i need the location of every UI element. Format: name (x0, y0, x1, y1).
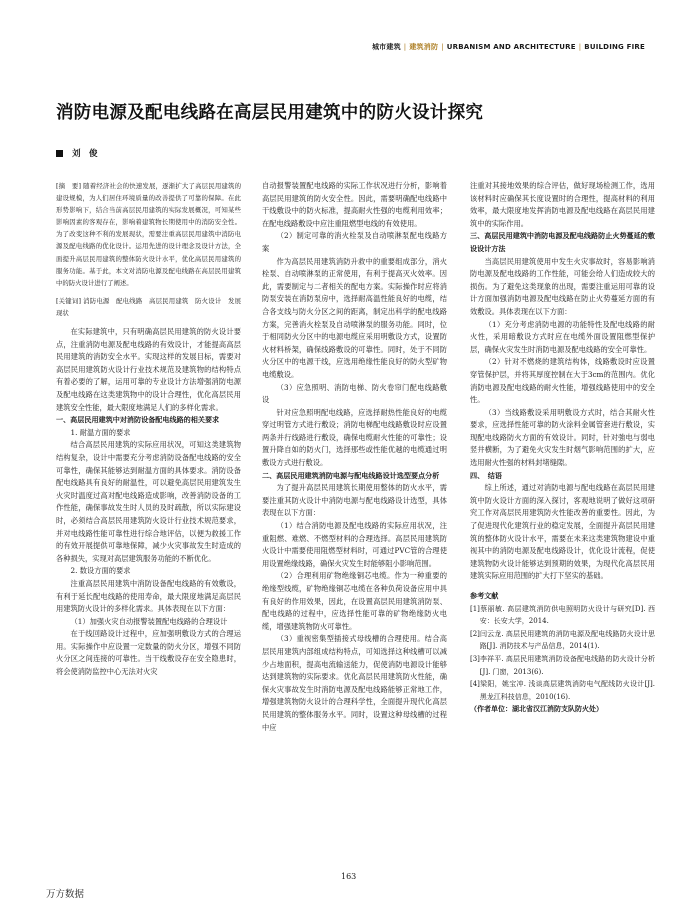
paragraph: （3）重视密集型插接式母线槽的合理使用。结合高层民用建筑内部组成结构特点，可知选择这种线槽可以减少占地面积，提高电流输送能力，促使消防电源设计能够达到建筑物的实际要求。优化高层民用建筑防火性能，确保火灾事故发生时消防电源及配电线路能够正常地工作，增强建筑物防火设计的合理科学性，全面提升现代化高层民用建筑的整体服务水平。同时，设置这种母线槽的过程中应 (262, 634, 447, 732)
header-section: 建筑消防 (409, 43, 439, 51)
reference-item: [2]闫云龙. 高层民用建筑的消防电源及配电线路防火设计思路[J]. 消防技术与产品信息，2014(1). (470, 629, 655, 651)
paragraph: 作为高层民用建筑消防升救中的重要组成部分，消火栓泵、自动喷淋泵的正常使用，有利于提高灭火效率。因此，需要制定与二者相关的配电方案。实际操作时应将消防泵安装在消防泵房中，选择耐高温性能良好的电缆，结合各支线与防火分区之间的距离，制定出科学的配电线路方案，完善消火栓泵及自动喷淋泵的服务功能。同时，位于相同防火分区中的电源电缆应采用明敷设方式，设置防火材料桥架，确保线路敷设的可靠性。同时，处于不同防火分区中的电源干线，应选用绝缘性能良好的防火型矿物电缆敷设。 (262, 256, 447, 379)
author-unit: （作者单位：湖北省汉江消防支队防火处） (470, 705, 603, 714)
paragraph: 为了提升高层民用建筑长期使用整体的防火水平，需要注重其防火设计中消防电源与配电线路设计选型，具体表现在以下方面： (262, 483, 447, 518)
header-category: 城市建筑 (371, 43, 401, 51)
author-line (56, 147, 98, 159)
paragraph: 在于线回路设计过程中，应加强明敷设方式的合理运用。实际操作中应设置一定数量的防火分区，增强不同防火分区之间连接的可靠性。当干线敷设存在安全隐患时，将会使消防监控中心无法对火灾 (56, 629, 241, 677)
paragraph: 1. 耐温方面的要求 (70, 427, 131, 437)
text-column-3 (470, 180, 655, 716)
text-column-2 (262, 180, 447, 734)
section-heading: 一、高层民用建筑中对消防设备配电线路的相关要求 (56, 415, 220, 425)
paragraph: 结合高层民用建筑的实际应用状况，可知这类建筑物结构复杂，设计中需要充分考虑消防设备配电线路的安全可靠性，确保其能够达到耐温方面的具体要求。消防设备配电线路具有良好的耐温性，可以避免高层民用建筑发生火灾时温度过高对配电线路造成影响，改善消防设备的工作性能，确保事故发生时人员的及时疏散，所以实际建设时，必须结合高层民用建筑防火设计行业技术规范要求，并对电线路性能可靠性进行综合地评估，以便为救援工作的有效开展提供可靠地保障，减少火灾事故发生时造成的各种损失，实现对高层建筑服务功能的不断优化。 (56, 440, 241, 563)
header-english-category: URBANISM AND ARCHITECTURE (446, 43, 576, 51)
references-heading: 参考文献 (470, 591, 499, 600)
paragraph: 注重高层民用建筑中消防设备配电线路的有效敷设，有利于延长配电线路的使用寿命，最大限度地满足高层民用建筑防火设计的多样化需求。具体表现在以下方面： (56, 578, 241, 614)
text-column-1 (56, 180, 241, 679)
section-heading: 三、高层民用建筑中消防电源及配电线路防止火势蔓延的敷设设计方法 (470, 231, 655, 253)
paragraph: 综上所述，通过对消防电源与配电线路在高层民用建筑中防火设计方面的深入探讨，客观地说明了做好这项研究工作对高层民用建筑防火性能改善的重要性。因此，为了促进现代化建筑行业的稳定发展，全面提升高层民用建筑的整体防火设计水平，需要在未来这类建筑物建设中重视其中的消防电源及配电线路设计，优化设计流程，促使建筑物防火设计能够达到预期的效果，为现代化高层民用建筑实际应用范围的扩大打下坚实的基础。 (470, 483, 655, 581)
paragraph: 自动报警装置配电线路的实际工作状况进行分析，影响着高层民用建筑的防火安全性。因此，需要明确配电线路中干线敷设中的防火标准，提高耐火性强的电缆利用效率；在配电线路敷设中应注重阻燃型电线的有效使用。 (262, 181, 447, 228)
paragraph: （2）制定可靠的消火栓泵及自动喷淋泵配电线路方案 (262, 231, 447, 253)
paragraph: （3）当线路敷设采用明敷设方式时，结合其耐火性要求，应选择性能可靠的防火涂料金属管套进行敷设，实现配电线路防火方面的有效设计。同时，针对強电与弱电竖井横断，为了避免火灾发生时烟气影响范围的扩大，应选用耐火性强的材料封堵缝隙。 (470, 407, 655, 468)
paragraph: （2）合理利用矿物绝缘铜芯电缆。作为一种重要的绝缘型线缆，矿物绝缘铜芯电缆在各种负荷设备应用中具有良好的作用效果，因此，在设置高层民用建筑消防泵、配电线路的过程中，应选择性能可靠的矿物绝缘防火电缆，增强建筑物防火可靠性。 (262, 571, 447, 631)
header-separator: | (403, 43, 407, 51)
page-number: 163 (341, 872, 357, 881)
section-heading: 四、 结语 (470, 470, 502, 480)
paragraph: 注重对其接地效果的综合评估，做好现场检测工作，选用该材料时应确保其长度设置时的合理性，提高材料的利用效率，最大限度地发挥消防电源及配电线路在高层民用建筑中的实际作用。 (470, 181, 655, 228)
reference-item: [1]蔡丽敏. 高层建筑消防供电照明防火设计与研究[D]. 西安：长安大学，2014. (470, 604, 655, 626)
paragraph: [摘 要] 随着经济社会的快速发展，逐渐扩大了高层民用建筑的建设规模，为人们居住环境质量的改善提供了可靠的保障。在此形势影响下，结合当前高层民用建筑的实际发展概况，可知某些影响因素的客观存在，影响着建筑物长期使用中的消防安全性。为了改变这种不利的发展现状，需要注重高层民用建筑中消防电源及配电线路的优化设计。运用先进的设计理念及设计方法，全面提升高层民用建筑的整体防火设计水平，优化高层民用建筑的服务功能。基于此，本文对消防电源及配电线路在高层民用建筑中的防火设计进行了阐述。 (56, 182, 241, 287)
running-header (372, 42, 645, 52)
square-bullet-icon (56, 150, 63, 157)
paragraph: （3）应急照明、消防电梯、防火卷帘门配电线路敷设 (262, 382, 447, 405)
section-heading: 二、高层民用建筑消防电源与配电线路设计选型要点分析 (262, 470, 440, 480)
header-separator: | (578, 43, 582, 51)
paragraph: 2. 数设方面的要求 (70, 566, 131, 576)
paragraph: 当高层民用建筑使用中发生火灾事故时，容易影响消防电源及配电线路的工作性能，可能会给人们造成较大的损伤。为了避免这类现象的出现，需要注重运用可靠的设计方面加强消防电源及配电线路在防止火势蔓延方面的有效敷设。具体表现在以下方面： (470, 256, 655, 316)
paragraph: （2）针对不燃烧的建筑结构体，线路敷设时应设置穿管保护层，并将其厚度控制在大于3cm的范围内。优化消防电源及配电线路的耐火性能，增强线路使用中的安全性。 (470, 357, 655, 405)
paragraph: （1）加强火灾自动报警装置配电线路的合理设计 (70, 616, 228, 626)
paragraph: [关键词] 消防电源 配电线路 高层民用建筑 防火设计 发展现状 (56, 296, 241, 317)
paragraph: 在实际建筑中，只有明确高层民用建筑的防火设计要点，注重消防电源及配电线路的有效设计，才能提高高层民用建筑的消防安全水平。实现这样的发展目标，需要对高层民用建筑防火设计行业技术规范及建筑物的结构特点有着必要的了解，运用可靠的专业设计方法增强消防电源及配电线路在这类建筑物中的设计合理性，优化高层民用建筑安全性能，最大限度地满足人们的多样化需求。 (56, 327, 241, 412)
article-title: 消防电源及配电线路在高层民用建筑中的防火设计探究 (56, 103, 484, 123)
header-separator: | (441, 43, 444, 51)
footer-watermark: 万方数据 (46, 889, 85, 900)
paragraph: （1）充分考虑消防电源的功能特性及配电线路的耐火性，采用暗敷设方式时应在电缆外面设置阻燃型保护层，确保火灾发生时消防电源及配电线路的安全可靠性。 (470, 319, 655, 354)
paragraph: 针对应急照明配电线路，应选择耐热性能良好的电缆穿过明管方式进行敷设；消防电梯配电线路敷设时应设置两条并行线路进行敷设，确保电缆耐火性能的可靠性；设置升降自如的防火门，选择那些或性能优越的电缆通过明敷设方式进行敷设。 (262, 407, 447, 468)
reference-item: [3]李祥平. 高层民用建筑消防设备配电线路的防火设计分析[J]. 门窗，2013(6). (470, 654, 655, 676)
author-name: 刘 俊 (72, 149, 98, 159)
reference-item: [4]梁阳，姚宝冲. 浅谈高层建筑消防电气配线防火设计[J]. 黑龙江科技信息，2010(16). (470, 680, 655, 701)
paragraph: （1）结合消防电源及配电线路的实际应用状况，注重阻燃、难燃、不燃型材料的合理选择。高层民用建筑防火设计中需要使用阻燃型材料时，可通过PVC管的合理使用设置绝缘线路，确保火灾发生时能够阻小影响范围。 (262, 521, 447, 568)
header-english-section: BUILDING FIRE (584, 43, 645, 51)
